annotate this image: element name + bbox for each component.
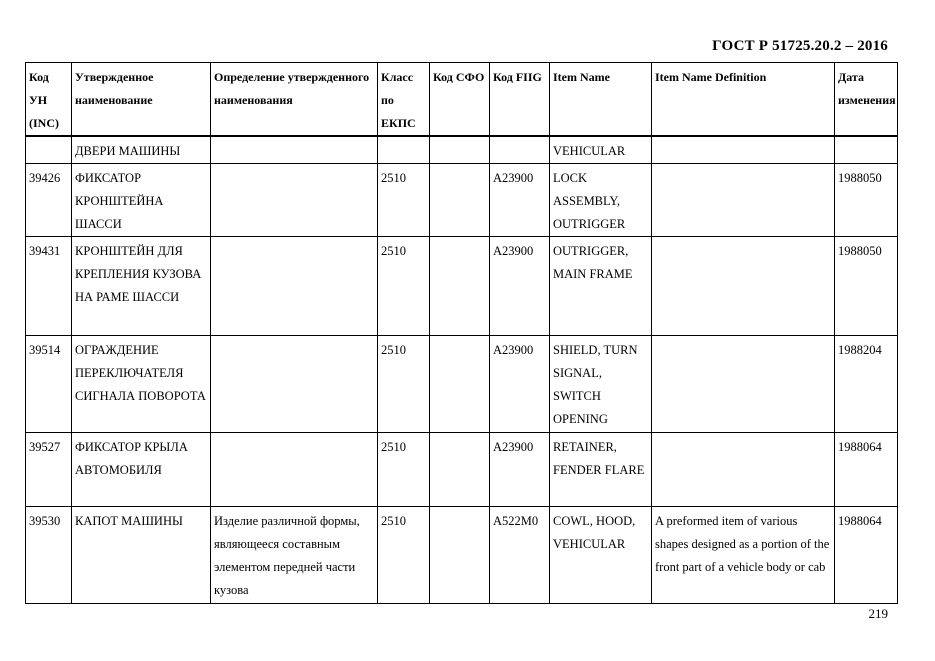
cell-sfo xyxy=(430,336,490,433)
column-header-item-name-definition: Item Name Definition xyxy=(652,63,835,137)
column-header-inc: Код УН (INC) xyxy=(26,63,72,137)
cell-name-ru: ФИКСАТОР КРЫЛА АВТОМОБИЛЯ xyxy=(72,433,211,507)
cell-fiig: A23900 xyxy=(490,336,550,433)
document-title: ГОСТ Р 51725.20.2 – 2016 xyxy=(712,38,888,54)
cell-item-name-definition xyxy=(652,433,835,507)
cell-change-date xyxy=(835,136,898,164)
table-header-row xyxy=(26,63,898,137)
cell-name-ru: ФИКСАТОР КРОНШТЕЙНА ШАССИ xyxy=(72,164,211,237)
cell-item-name-definition xyxy=(652,237,835,336)
column-header-sfo: Код СФО xyxy=(430,63,490,137)
cell-change-date: 1988064 xyxy=(835,433,898,507)
cell-change-date: 1988064 xyxy=(835,507,898,604)
cell-sfo xyxy=(430,164,490,237)
column-header-change-date: Дата изменения xyxy=(835,63,898,137)
cell-item-name: LOCK ASSEMBLY, OUTRIGGER xyxy=(550,164,652,237)
cell-inc: 39514 xyxy=(26,336,72,433)
cell-definition-ru xyxy=(211,136,378,164)
cell-item-name: RETAINER, FENDER FLARE xyxy=(550,433,652,507)
cell-item-name: VEHICULAR xyxy=(550,136,652,164)
cell-class: 2510 xyxy=(378,164,430,237)
cell-sfo xyxy=(430,507,490,604)
cell-sfo xyxy=(430,237,490,336)
table-row xyxy=(26,336,898,433)
table-row xyxy=(26,136,898,164)
cell-change-date: 1988050 xyxy=(835,164,898,237)
cell-definition-ru xyxy=(211,164,378,237)
cell-name-ru: КРОНШТЕЙН ДЛЯ КРЕПЛЕНИЯ КУЗОВА НА РАМЕ ШАССИ xyxy=(72,237,211,336)
cell-change-date: 1988204 xyxy=(835,336,898,433)
table-row xyxy=(26,164,898,237)
cell-sfo xyxy=(430,136,490,164)
cell-definition-ru xyxy=(211,237,378,336)
cell-class: 2510 xyxy=(378,237,430,336)
cell-fiig: A522M0 xyxy=(490,507,550,604)
cell-change-date: 1988050 xyxy=(835,237,898,336)
cell-fiig: A23900 xyxy=(490,164,550,237)
cell-name-ru: ОГРАЖДЕНИЕ ПЕРЕКЛЮЧАТЕЛЯ СИГНАЛА ПОВОРОТА xyxy=(72,336,211,433)
cell-item-name-definition xyxy=(652,336,835,433)
cell-fiig xyxy=(490,136,550,164)
cell-item-name-definition xyxy=(652,136,835,164)
column-header-item-name: Item Name xyxy=(550,63,652,137)
cell-definition-ru: Изделие различной формы, являющееся составным элементом передней части кузова xyxy=(211,507,378,604)
column-header-name-ru: Утвержденное наименование xyxy=(72,63,211,137)
column-header-class: Класс по ЕКПС xyxy=(378,63,430,137)
column-header-fiig: Код FIIG xyxy=(490,63,550,137)
column-header-definition-ru: Определение утвержденного наименования xyxy=(211,63,378,137)
cell-inc xyxy=(26,136,72,164)
cell-inc: 39426 xyxy=(26,164,72,237)
cell-name-ru: ДВЕРИ МАШИНЫ xyxy=(72,136,211,164)
table-row xyxy=(26,237,898,336)
cell-item-name: COWL, HOOD, VEHICULAR xyxy=(550,507,652,604)
cell-item-name-definition xyxy=(652,164,835,237)
cell-class xyxy=(378,136,430,164)
table-row xyxy=(26,433,898,507)
table-row xyxy=(26,507,898,604)
nomenclature-table xyxy=(25,62,898,604)
cell-inc: 39530 xyxy=(26,507,72,604)
cell-inc: 39527 xyxy=(26,433,72,507)
cell-name-ru: КАПОТ МАШИНЫ xyxy=(72,507,211,604)
cell-class: 2510 xyxy=(378,433,430,507)
cell-fiig: A23900 xyxy=(490,433,550,507)
cell-definition-ru xyxy=(211,433,378,507)
cell-class: 2510 xyxy=(378,507,430,604)
cell-class: 2510 xyxy=(378,336,430,433)
cell-inc: 39431 xyxy=(26,237,72,336)
cell-fiig: A23900 xyxy=(490,237,550,336)
cell-definition-ru xyxy=(211,336,378,433)
cell-item-name: SHIELD, TURN SIGNAL, SWITCH OPENING xyxy=(550,336,652,433)
page-number: 219 xyxy=(868,606,888,621)
cell-sfo xyxy=(430,433,490,507)
cell-item-name: OUTRIGGER, MAIN FRAME xyxy=(550,237,652,336)
cell-item-name-definition: A preformed item of various shapes designed as a portion of the front part of a vehicle body or cab xyxy=(652,507,835,604)
